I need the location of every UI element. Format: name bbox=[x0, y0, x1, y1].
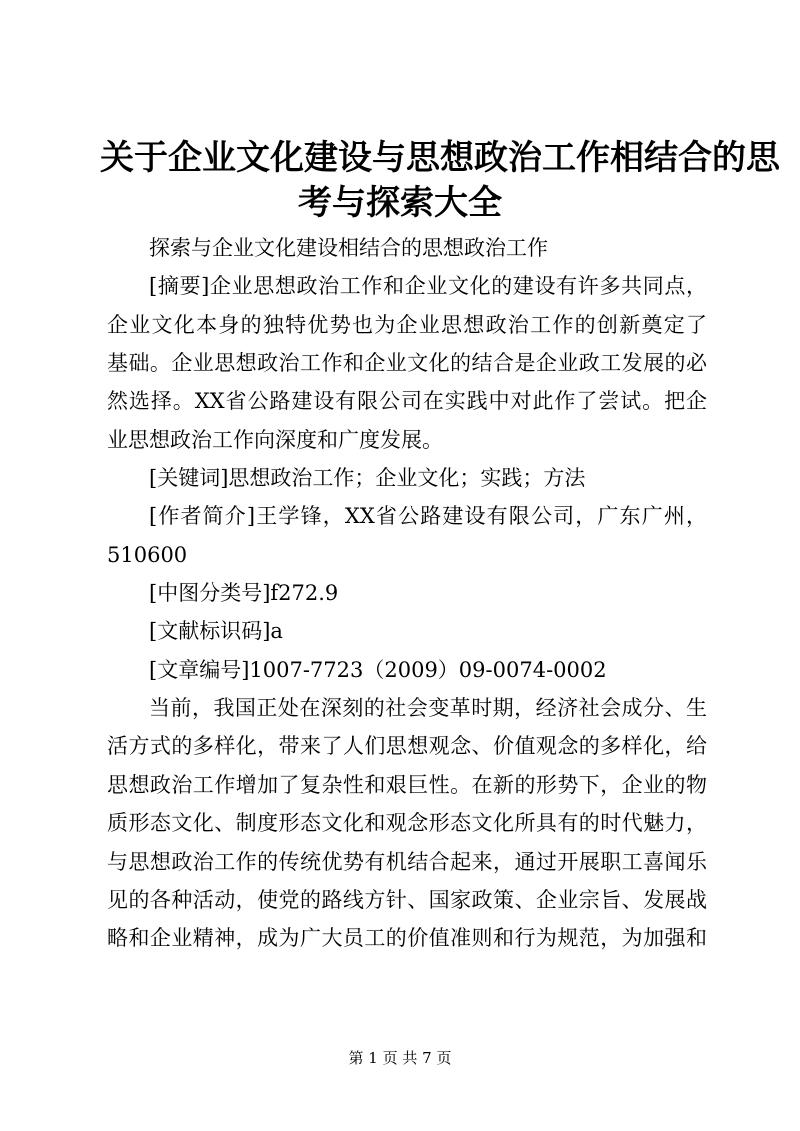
abstract-line: 企业文化本身的独特优势也为企业思想政治工作的创新奠定了 bbox=[107, 312, 707, 337]
body-line: 当前，我国正处在深刻的社会变革时期，经济社会成分、生 bbox=[149, 696, 707, 721]
body-line: 与思想政治工作的传统优势有机结合起来，通过开展职工喜闻乐 bbox=[107, 849, 707, 874]
abstract-line: 基础。企业思想政治工作和企业文化的结合是企业政工发展的必 bbox=[107, 351, 707, 376]
author-intro-line: 510600 bbox=[107, 542, 188, 567]
abstract-line: 业思想政治工作向深度和广度发展。 bbox=[107, 427, 443, 452]
abstract-line: 然选择。XX省公路建设有限公司在实践中对此作了尝试。把企 bbox=[107, 389, 707, 414]
author-intro-line: [作者简介]王学锋，XX省公路建设有限公司，广东广州， bbox=[149, 504, 707, 529]
document-body bbox=[107, 229, 707, 958]
article-number: [文章编号]1007-7723（2009）09-0074-0002 bbox=[149, 657, 607, 682]
subtitle: 探索与企业文化建设相结合的思想政治工作 bbox=[149, 236, 548, 260]
abstract-line: [摘要]企业思想政治工作和企业文化的建设有许多共同点， bbox=[149, 274, 707, 299]
body-line: 见的各种活动，使党的路线方针、国家政策、企业宗旨、发展战 bbox=[107, 887, 707, 912]
body-line: 略和企业精神，成为广大员工的价值准则和行为规范，为加强和 bbox=[107, 926, 707, 951]
classification-number: [中图分类号]f272.9 bbox=[149, 581, 339, 606]
document-title-line-2: 考与探索大全 bbox=[298, 183, 502, 223]
body-line: 质形态文化、制度形态文化和观念形态文化所具有的时代魅力， bbox=[107, 811, 707, 836]
page-footer: 第 1 页 共 7 页 bbox=[348, 1049, 452, 1067]
document-code: [文献标识码]a bbox=[149, 619, 283, 644]
body-line: 思想政治工作增加了复杂性和艰巨性。在新的形势下，企业的物 bbox=[107, 772, 707, 797]
body-line: 活方式的多样化，带来了人们思想观念、价值观念的多样化，给 bbox=[107, 734, 707, 759]
keywords: [关键词]思想政治工作；企业文化；实践；方法 bbox=[149, 466, 586, 491]
document-title-line-1: 关于企业文化建设与思想政治工作相结合的思 bbox=[100, 138, 780, 178]
